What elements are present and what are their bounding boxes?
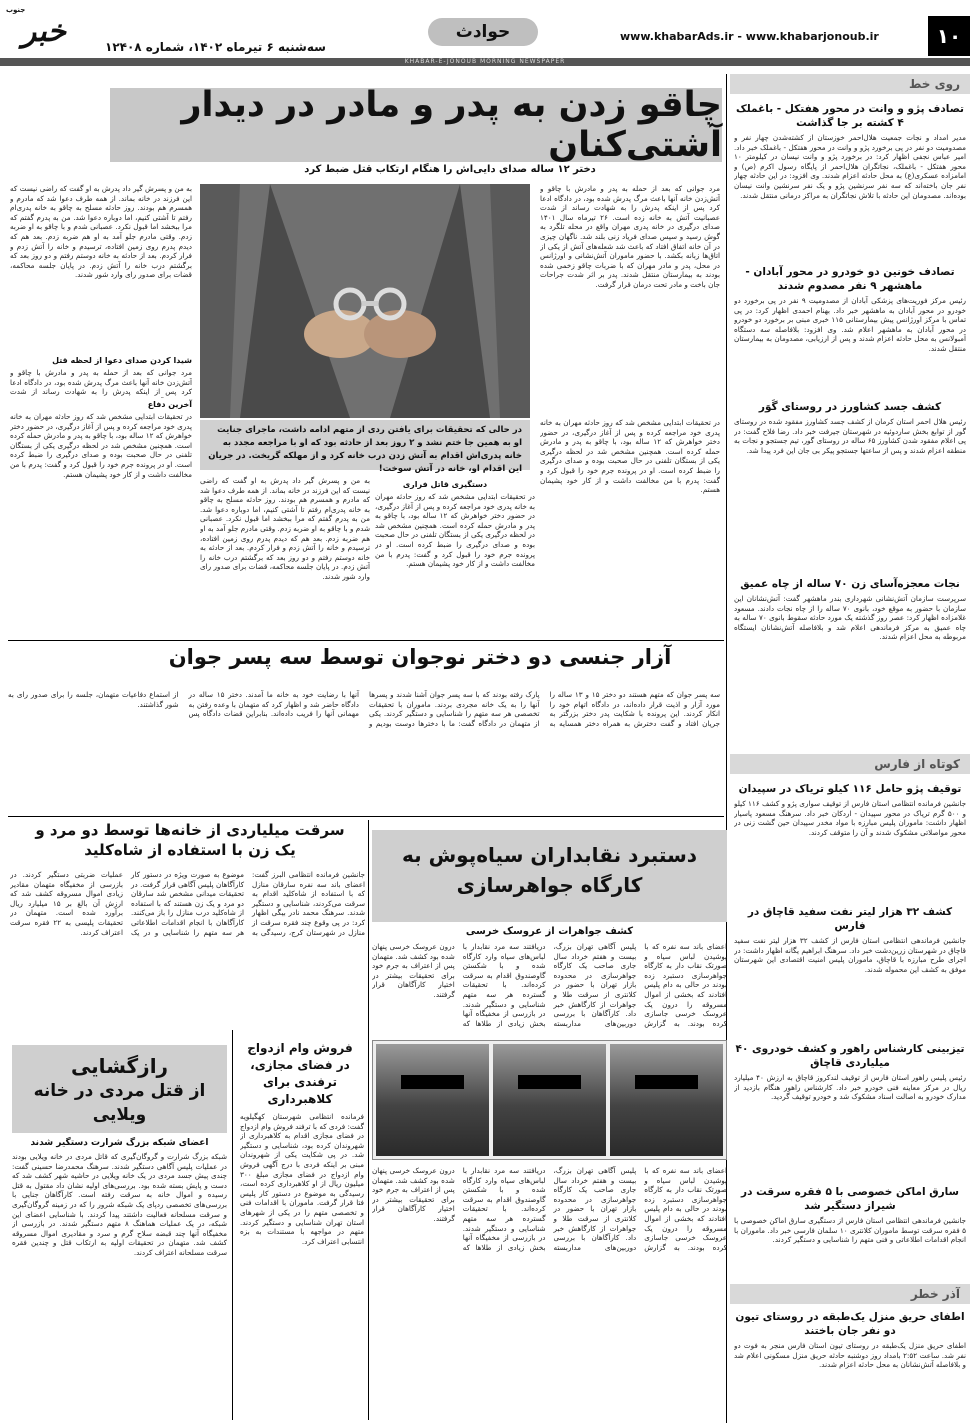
story-body: جانشین فرمانده انتظامی استان فارس از توقیف سواری پژو و کشف ۱۱۶ کیلو و ۵۰۰ گرم تریاک در محور سپیدان - اردکان خبر داد. سرهنگ مسعود پاسیار اظهار داشت: ماموران پلیس مبارزه با مواد مخدر سپیدان حین گشت زنی در محور مواصلاتی مشکوک شدند و آن را متوقف کردند. <box>734 799 966 837</box>
section-label: آذر خطر <box>730 1284 970 1304</box>
masthead-strip: KHABAR-E-JONOUB MORNING NEWSPAPER <box>0 58 970 66</box>
column-divider <box>368 820 369 1420</box>
story-title: کشف ۳۲ هزار لیتر نفت سفید قاچاق در فارس <box>747 906 953 932</box>
story-body: رئیس هلال احمر استان کرمان از کشف جسد کشاورز مفقود شده در روستای گور از توابع بخش ساردوئیه در شهرستان جیرفت خبر داد. رضا فلاح گفت: در پی اعلام مفقود شدن کشاورز ۶۵ ساله در روستای گور، تیم جستجو و نجات به منطقه اعزام شدند و پس از ساعتها جستجو پیکر بی جان این فرد پیدا شد. <box>734 417 966 455</box>
story2-body: سه پسر جوان که متهم هستند دو دختر ۱۵ و ۱۳ ساله را مورد آزار و اذیت قرار داده‌اند، در دادگاه اتهام خود را انکار کردند. این پرونده با شکایت پدر دختر بزرگتر به جریان افتاد و گفت دخترش به همراه دختر همسایه به پارک رفته بودند که با سه پسر جوان آشنا شدند و پسرها آنها را به یک خانه مجردی بردند. ماموران با تحقیقات تخصصی هر سه متهم را شناسایی و دستگیر کردند. یکی از متهمان در دادگاه گفت: ما با دخترها دوست بودیم و آنها با رضایت خود به خانه ما آمدند. دختر ۱۵ ساله در دادگاه حاضر شد و اظهار کرد که متهمان با وعده رفتن به مهمانی آنها را فریب داده‌اند. بنابراین قضات دادگاه پس از استماع دفاعیات متهمان، جلسه را برای صدور رای به شور گذاشتند. <box>8 690 720 728</box>
masthead <box>0 0 970 70</box>
logo-small-text: جنوب <box>6 6 26 14</box>
handcuffed-hands-image <box>200 184 530 418</box>
lead-body-left: به من و پسرش گیر داد پدرش به او گفت که راضی نیست که این فرزند در خانه بماند. از همه طرف دعوا شد که مادرم و همسرم هم بودند. روز حادثه مسلح به چاقو به خانه پدری‌ام رفتم تا آشتی کنیم، اما دوباره دعوا شد. من به پدرم گفتم که مرا ببخشد اما قبول نکرد. عصبانی شدم و با چاقو به او ضربه زدم. وقتی مادرم جلو آمد به او هم ضربه زدم. بعد هم که دیدم پدرم روی زمین افتاده، ترسیدم و خانه را آتش زدم و فرار کردم. بعد از حادثه به خانه دوستم رفتم و دو روز بعد که برگشتم درب خانه را آتش زدم. در پایان جلسه محاکمه، قضات برای صدور رای وارد شور شدند. <box>10 184 192 280</box>
issue-date: سه‌شنبه ۶ تیرماه ۱۴۰۲، شماره ۱۲۴۰۸ <box>105 40 326 54</box>
lead-body-mid-2: به من و پسرش گیر داد پدرش به او گفت که راضی نیست که این فرزند در خانه بماند. از همه طرف دعوا شد که مادرم و همسرم هم بودند. روز حادثه مسلح به چاقو به خانه پدری‌ام رفتم تا آشتی کنیم، اما دوباره دعوا شد. من به پدرم گفتم که مرا ببخشد اما قبول نکرد. عصبانی شدم و با چاقو به او ضربه زدم. وقتی مادرم جلو آمد به او هم ضربه زدم. بعد هم که دیدم پدرم روی زمین افتاده، ترسیدم و خانه را آتش زدم و فرار کردم. بعد از حادثه به خانه دوستم رفتم و دو روز بعد که برگشتم درب خانه را آتش زدم. در پایان جلسه محاکمه، قضات برای صدور رای وارد شور شدند. <box>200 476 370 581</box>
newspaper-logo <box>6 14 66 48</box>
website-address: www.khabarAds.ir - www.khabarjonoub.ir <box>620 30 879 43</box>
right-column <box>730 74 970 1423</box>
lead-body-right-2: در تحقیقات ابتدایی مشخص شد که روز حادثه مهران به خانه پدری خود مراجعه کرده و پس از آغاز درگیری، در حضور دختر خواهرش که ۱۲ ساله بود، با چاقو به پدر و مادرش حمله کرده است. همچنین مشخص شد در لحظه درگیری یکی از بستگان تلفنی در حال صحبت بوده و صدای درگیری را ضبط کرده است. او در پرونده جرم خود را قبول کرد و گفت: پدرم با من مخالفت داشت و از کار خود پشیمان هستم. <box>540 418 720 495</box>
story4-subtitle: کشف جواهرات از عروسک خرسی <box>465 926 634 937</box>
story3-body: جانشین فرمانده انتظامی البرز گفت: اعضای باند سه نفره سارقان منازل که با استفاده از شاه‌کلید اقدام به سرقت می‌کردند، شناسایی و دستگیر شدند. سرهنگ محمد نادر بیگی اظهار کرد: در پی وقوع چند فقره سرقت از منازل در شهرستان کرج، رسیدگی به موضوع به صورت ویژه در دستور کار کارآگاهان پلیس آگاهی قرار گرفت. در تحقیقات میدانی مشخص شد سارقان دو مرد و یک زن هستند که با استفاده از شاه‌کلید درب منازل را باز می‌کنند. کارآگاهان با انجام اقدامات اطلاعاتی هر سه متهم را شناسایی و در یک عملیات ضربتی دستگیر کردند. در بازرسی از مخفیگاه متهمان مقادیر زیادی اموال مسروقه کشف شد که ارزش آن بالغ بر ۱۵ میلیارد ریال برآورد شده است. متهمان در تحقیقات پلیسی به ۲۲ فقره سرقت اعتراف کردند. <box>10 870 365 937</box>
story5-headline: فروش وام ازدواج در فضای مجازی، ترفندی برای کلاهبرداری <box>247 1041 353 1106</box>
story6-body: شبکه بزرگ شرارت و گروگان‌گیری که قاتل مردی در خانه ویلایی بودند در عملیات پلیس آگاهی دستگیر شدند. سرهنگ محمدرضا حسینی گفت: چندی پیش جسد مردی در یک خانه ویلایی در حاشیه شهر کشف شد که دست و پایش بسته شده بود. بررسی‌های اولیه نشان داد مقتول به قتل رسیده و اموال خانه به سرقت رفته است. کارآگاهان جنایی با بررسی‌های تخصصی ردپای یک شبکه شرور را که در زمینه گروگان‌گیری و سرقت مسلحانه فعالیت داشتند پیدا کردند. با شناسایی اعضای این شبکه، در یک عملیات هماهنگ ۸ متهم دستگیر شدند. در بازرسی از مخفیگاه آنها چند قبضه سلاح گرم و سرد و مقادیری اموال مسروقه کشف شد. متهمان در تحقیقات اولیه به ارتکاب قتل و چندین فقره سرقت مسلحانه اعتراف کردند. <box>12 1152 227 1257</box>
lead-headline: چاقو زدن به پدر و مادر در دیدار آشتی‌کنان <box>110 88 722 162</box>
story6-title-line2: از قتل مردی در خانه ویلایی <box>33 1081 206 1125</box>
horizontal-divider <box>8 816 724 817</box>
story3-headline: سرقت میلیاردی از خانه‌ها توسط دو مرد و یک زن با استفاده از شاه‌کلید <box>35 821 345 859</box>
story6-subtitle: اعضای شبکه بزرگ شرارت دستگیر شدند <box>30 1138 209 1148</box>
section-tab: حوادث <box>428 18 538 46</box>
lead-caption: در حالی که تحقیقات برای یافتن ردی از متهم ادامه داشت، ماجرای جنایت او به همین جا ختم نشد و ۲ روز بعد از حادثه بود که او با مراجعه مجدد به خانه پدری‌اش اقدام به آتش زدن درب خانه کرد و از مهلکه گریخت. در جریان این اقدام او، خانه در آتش سوخت! <box>200 420 530 470</box>
suspect-photo <box>610 1044 723 1156</box>
story-body: جانشین فرماندهی انتظامی استان فارس از دستگیری سارق اماکن خصوصی با ۵ فقره سرقت توسط ماموران کلانتری ۱۰ سلمان فارسی خبر داد. ماموران با انجام اقدامات اطلاعاتی و فنی متهم را شناسایی و دستگیر کردند. <box>734 1216 966 1245</box>
section-body <box>730 774 970 1278</box>
story-title: اطفای حریق منزل یک‌طبقه در روستای تیون دو نفر جان باختند <box>735 1311 965 1337</box>
suspect-photo <box>493 1044 606 1156</box>
story-title: سارق اماکن خصوصی با ۵ فقره سرقت در شیراز دستگیر شد <box>741 1186 959 1212</box>
section-label: کوتاه از فارس <box>730 754 970 774</box>
story-title: نجات معجزه‌آسای زن ۷۰ ساله از چاه عمیق <box>740 578 960 590</box>
lead-subtitle: دختر ۱۲ ساله صدای دایی‌اش را هنگام ارتکاب قتل ضبط کرد <box>304 164 596 175</box>
story-body: مدیر امداد و نجات جمعیت هلال‌احمر خوزستان از کشته‌شدن چهار نفر و مصدومیت دو نفر در پی برخورد پژو و وانت در محور هفتکل - باغملک خبر داد. امیر عباس نجفی اظهار کرد: در برخورد پژو و وانت نیسان در کیلومتر ۱۰ محور هفتکل - باغملک، نجاتگران هلال‌احمر از پایگاه رسول اکرم (ص) و امامزاده عسکری(ع) به محل حادثه اعزام شدند. وی افزود: در این حادثه چهار نفر جان باخته‌اند که سه نفر سرنشین پژو و یک نفر سرنشین وانت نیسان بوده‌اند. مصدومان این حادثه با تلاش نجاتگران به مراکز درمانی منتقل شدند. <box>734 133 966 200</box>
lead-subhead: آخرین دفاع <box>147 400 192 409</box>
logo-text: خبر <box>21 14 66 49</box>
story-title: تصادف خونین دو خودرو در محور آبادان - ماهشهر ۹ نفر مصدوم شدند <box>745 266 955 292</box>
story5-body: فرمانده انتظامی شهرستان کهگیلویه گفت: فردی که با ترفند فروش وام ازدواج در فضای مجازی اقدام به کلاهبرداری از شهروندان کرده بود، شناسایی و دستگیر شد. در پی شکایت یکی از شهروندان مبنی بر اینکه فردی با درج آگهی فروش وام ازدواج در فضای مجازی مبلغ ۳۰۰ میلیون ریال از او کلاهبرداری کرده است، رسیدگی به موضوع در دستور کار پلیس فتا قرار گرفت. ماموران با اقدامات فنی و تخصصی متهم را در یکی از شهرهای استان تهران شناسایی و دستگیر کردند. متهم در مواجهه با مستندات به بزه انتسابی اعتراف کرد. <box>240 1112 364 1246</box>
story-title: کشف جسد کشاورز در روستای گَوَر <box>758 401 942 413</box>
lead-body-mid: در تحقیقات ابتدایی مشخص شد که روز حادثه مهران به خانه پدری خود مراجعه کرده و پس از آغاز درگیری، در حضور دختر خواهرش که ۱۲ ساله بود، با چاقو به پدر و مادرش حمله کرده است. همچنین مشخص شد در لحظه درگیری یکی از بستگان تلفنی در حال صحبت بوده و صدای درگیری را ضبط کرده است. او در پرونده جرم خود را قبول کرد و گفت: پدرم با من مخالفت داشت و از کار خود پشیمان هستم. <box>375 492 535 569</box>
lead-body-right: مرد جوانی که بعد از حمله به پدر و مادرش با چاقو و آتش‌زدن خانه آنها باعث مرگ پدرش شده بود، در دادگاه ادعا کرد پس از اینکه پدرش را به شهادت رساند از شدت عصبانیت آتش به خانه زده است. ۲۶ تیرماه سال ۱۴۰۱ صدای درگیری در خانه پدری مهران واقع در محله تلگرد به گوش رسید و سپس صدای فریاد زنی بلند شد. ناگهان چیزی در آن خانه اتفاق افتاد که باعث شد شعله‌های آتش از یکی از اتاق‌ها زبانه بکشد. با حضور ماموران آتش‌نشانی و اورژانس در محل، پدر و مادر مهران که با ضربات چاقو زخمی شده بودند به بیمارستان منتقل شدند. پدر بر اثر شدت جراحات جان باخت و مادر تحت درمان قرار گرفت. <box>540 184 720 289</box>
story4-body-2: اعضای باند سه نفره که با پوشیدن لباس سیاه و صورتک نقاب دار به کارگاه جواهرسازی دستبرد زده بودند در حالی به دام پلیس افتادند که بخشی از اموال مسروقه را درون یک عروسک خرسی جاسازی کرده بودند. به گزارش پلیس آگاهی تهران بزرگ، بیست و هفتم خرداد سال جاری صاحب یک کارگاه جواهرسازی در محدوده بازار تهران با حضور در کلانتری از سرقت طلا و جواهرات از کارگاهش خبر داد. کارآگاهان با بررسی دوربین‌های مداربسته دریافتند سه مرد نقابدار با لباس‌های سیاه وارد کارگاه شده و با شکستن گاوصندوق اقدام به سرقت کرده‌اند. با تحقیقات گسترده هر سه متهم شناسایی و دستگیر شدند. در بازرسی از مخفیگاه آنها بخش زیادی از طلاها که درون عروسک خرسی پنهان شده بود کشف شد. متهمان پس از اعتراف به جرم خود برای تحقیقات بیشتر در اختیار کارآگاهان قرار گرفتند. <box>372 1166 727 1252</box>
section-body <box>730 1304 970 1393</box>
section-body <box>730 94 970 744</box>
story-title: توقیف پژو حامل ۱۱۶ کیلو تریاک در سپیدان <box>738 783 962 795</box>
lead-photo <box>200 184 530 418</box>
story2-headline: آزار جنسی دو دختر نوجوان توسط سه پسر جوان <box>168 645 672 669</box>
story4-headline: دستبرد نقابداران سیاه‌پوش به کارگاه جواهرسازی <box>372 830 727 922</box>
lead-body-left-3: در تحقیقات ابتدایی مشخص شد که روز حادثه مهران به خانه پدری خود مراجعه کرده و پس از آغاز درگیری، در حضور دختر خواهرش که ۱۲ ساله بود، با چاقو به پدر و مادرش حمله کرده است. همچنین مشخص شد در لحظه درگیری یکی از بستگان تلفنی در حال صحبت بوده و صدای درگیری را ضبط کرده است. او در پرونده جرم خود را قبول کرد و گفت: پدرم با من مخالفت داشت و از کار خود پشیمان هستم. <box>10 412 192 479</box>
story-body: سرپرست سازمان آتش‌نشانی شهرداری بندر ماهشهر گفت: آتش‌نشانان این سازمان با حضور به موقع خود، بانوی ۷۰ ساله را از چاه نجات دادند. مسعود غلامزاده اظهار کرد: عصر روز گذشته یک مورد حادثه سقوط بانوی ۷۰ ساله به چاه عمیق به مرکز فرماندهی اعلام شد و بلافاصله آتش‌نشانان ایستگاه مربوطه به محل اعزام شدند. <box>734 594 966 642</box>
column-divider <box>232 1030 233 1420</box>
story-title: تیزبینی کارشناس راهور و کشف خودروی ۴۰ میلیاردی قاچاق <box>735 1043 965 1069</box>
story6-headline <box>12 1045 227 1133</box>
horizontal-divider <box>8 640 724 641</box>
story-title: تصادف پژو و وانت در محور هفتکل - باغملک ۴ کشته بر جا گذاشت <box>736 103 964 129</box>
suspect-photo <box>376 1044 489 1156</box>
story-body: رئیس مرکز فوریت‌های پزشکی آبادان از مصدومیت ۹ نفر در پی برخورد دو خودرو در محور آبادان به ماهشهر خبر داد. بهنام احمدی اظهار کرد: در پی تماس با مرکز اورژانس پیش بیمارستانی ۱۱۵ خبری مبنی بر برخورد دو خودرو در محور آبادان به ماهشهر اعلام شد. وی افزود: بلافاصله سه دستگاه آمبولانس به محل حادثه اعزام شدند و پس از ارزیابی، مصدومان به بیمارستان منتقل شدند. <box>734 296 966 353</box>
story6-title-line1: رازگشایی <box>70 1054 169 1078</box>
story4-body: اعضای باند سه نفره که با پوشیدن لباس سیاه و صورتک نقاب دار به کارگاه جواهرسازی دستبرد زده بودند در حالی به دام پلیس افتادند که بخشی از اموال مسروقه را درون یک عروسک خرسی جاسازی کرده بودند. به گزارش پلیس آگاهی تهران بزرگ، بیست و هفتم خرداد سال جاری صاحب یک کارگاه جواهرسازی در محدوده بازار تهران با حضور در کلانتری از سرقت طلا و جواهرات از کارگاهش خبر داد. کارآگاهان با بررسی دوربین‌های مداربسته دریافتند سه مرد نقابدار با لباس‌های سیاه وارد کارگاه شده و با شکستن گاوصندوق اقدام به سرقت کرده‌اند. با تحقیقات گسترده هر سه متهم شناسایی و دستگیر شدند. در بازرسی از مخفیگاه آنها بخش زیادی از طلاها که درون عروسک خرسی پنهان شده بود کشف شد. متهمان پس از اعتراف به جرم خود برای تحقیقات بیشتر در اختیار کارآگاهان قرار گرفتند. <box>372 942 727 1028</box>
story-body: جانشین فرماندهی انتظامی استان فارس از کشف ۳۲ هزار لیتر نفت سفید قاچاق در شهرستان زرین‌دشت خبر داد. سرهنگ ابراهیم یگانه اظهار داشت: در اجرای طرح مبارزه با قاچاق، ماموران پلیس امنیت اقتصادی این شهرستان موفق به کشف این محموله شدند. <box>734 936 966 974</box>
section-label: روی خط <box>730 74 970 94</box>
suspects-photos <box>372 1040 727 1160</box>
story-body: رئیس پلیس راهور استان فارس از توقیف لندکروز قاچاق به ارزش ۴۰ میلیارد ریال در مرکز معاینه فنی خودرو خبر داد. کارشناس راهور هنگام بازدید از مدارک خودرو به اصالت اسناد مشکوک شد و خودرو توقیف گردید. <box>734 1073 966 1102</box>
story-body: اطفای حریق منزل یک‌طبقه در روستای تیون استان فارس منجر به فوت دو نفر شد. ساعت ۲:۵۲ بامداد روز دوشنبه حادثه حریق منزل مسکونی اعلام شد و بلافاصله آتش‌نشانان به محل حادثه اعزام شدند. <box>734 1341 966 1370</box>
page-number: ۱۰ <box>928 16 970 56</box>
lead-subhead: شیدا کردن صدای دعوا از لحظه قتل <box>52 356 192 365</box>
lead-subhead: دستگیری قاتل فراری <box>402 480 488 489</box>
lead-body-left-2: مرد جوانی که بعد از حمله به پدر و مادرش با چاقو و آتش‌زدن خانه آنها باعث مرگ پدرش شده بود، در دادگاه ادعا کرد پس از اینکه پدرش را به شهادت رساند از شدت <box>10 368 192 397</box>
